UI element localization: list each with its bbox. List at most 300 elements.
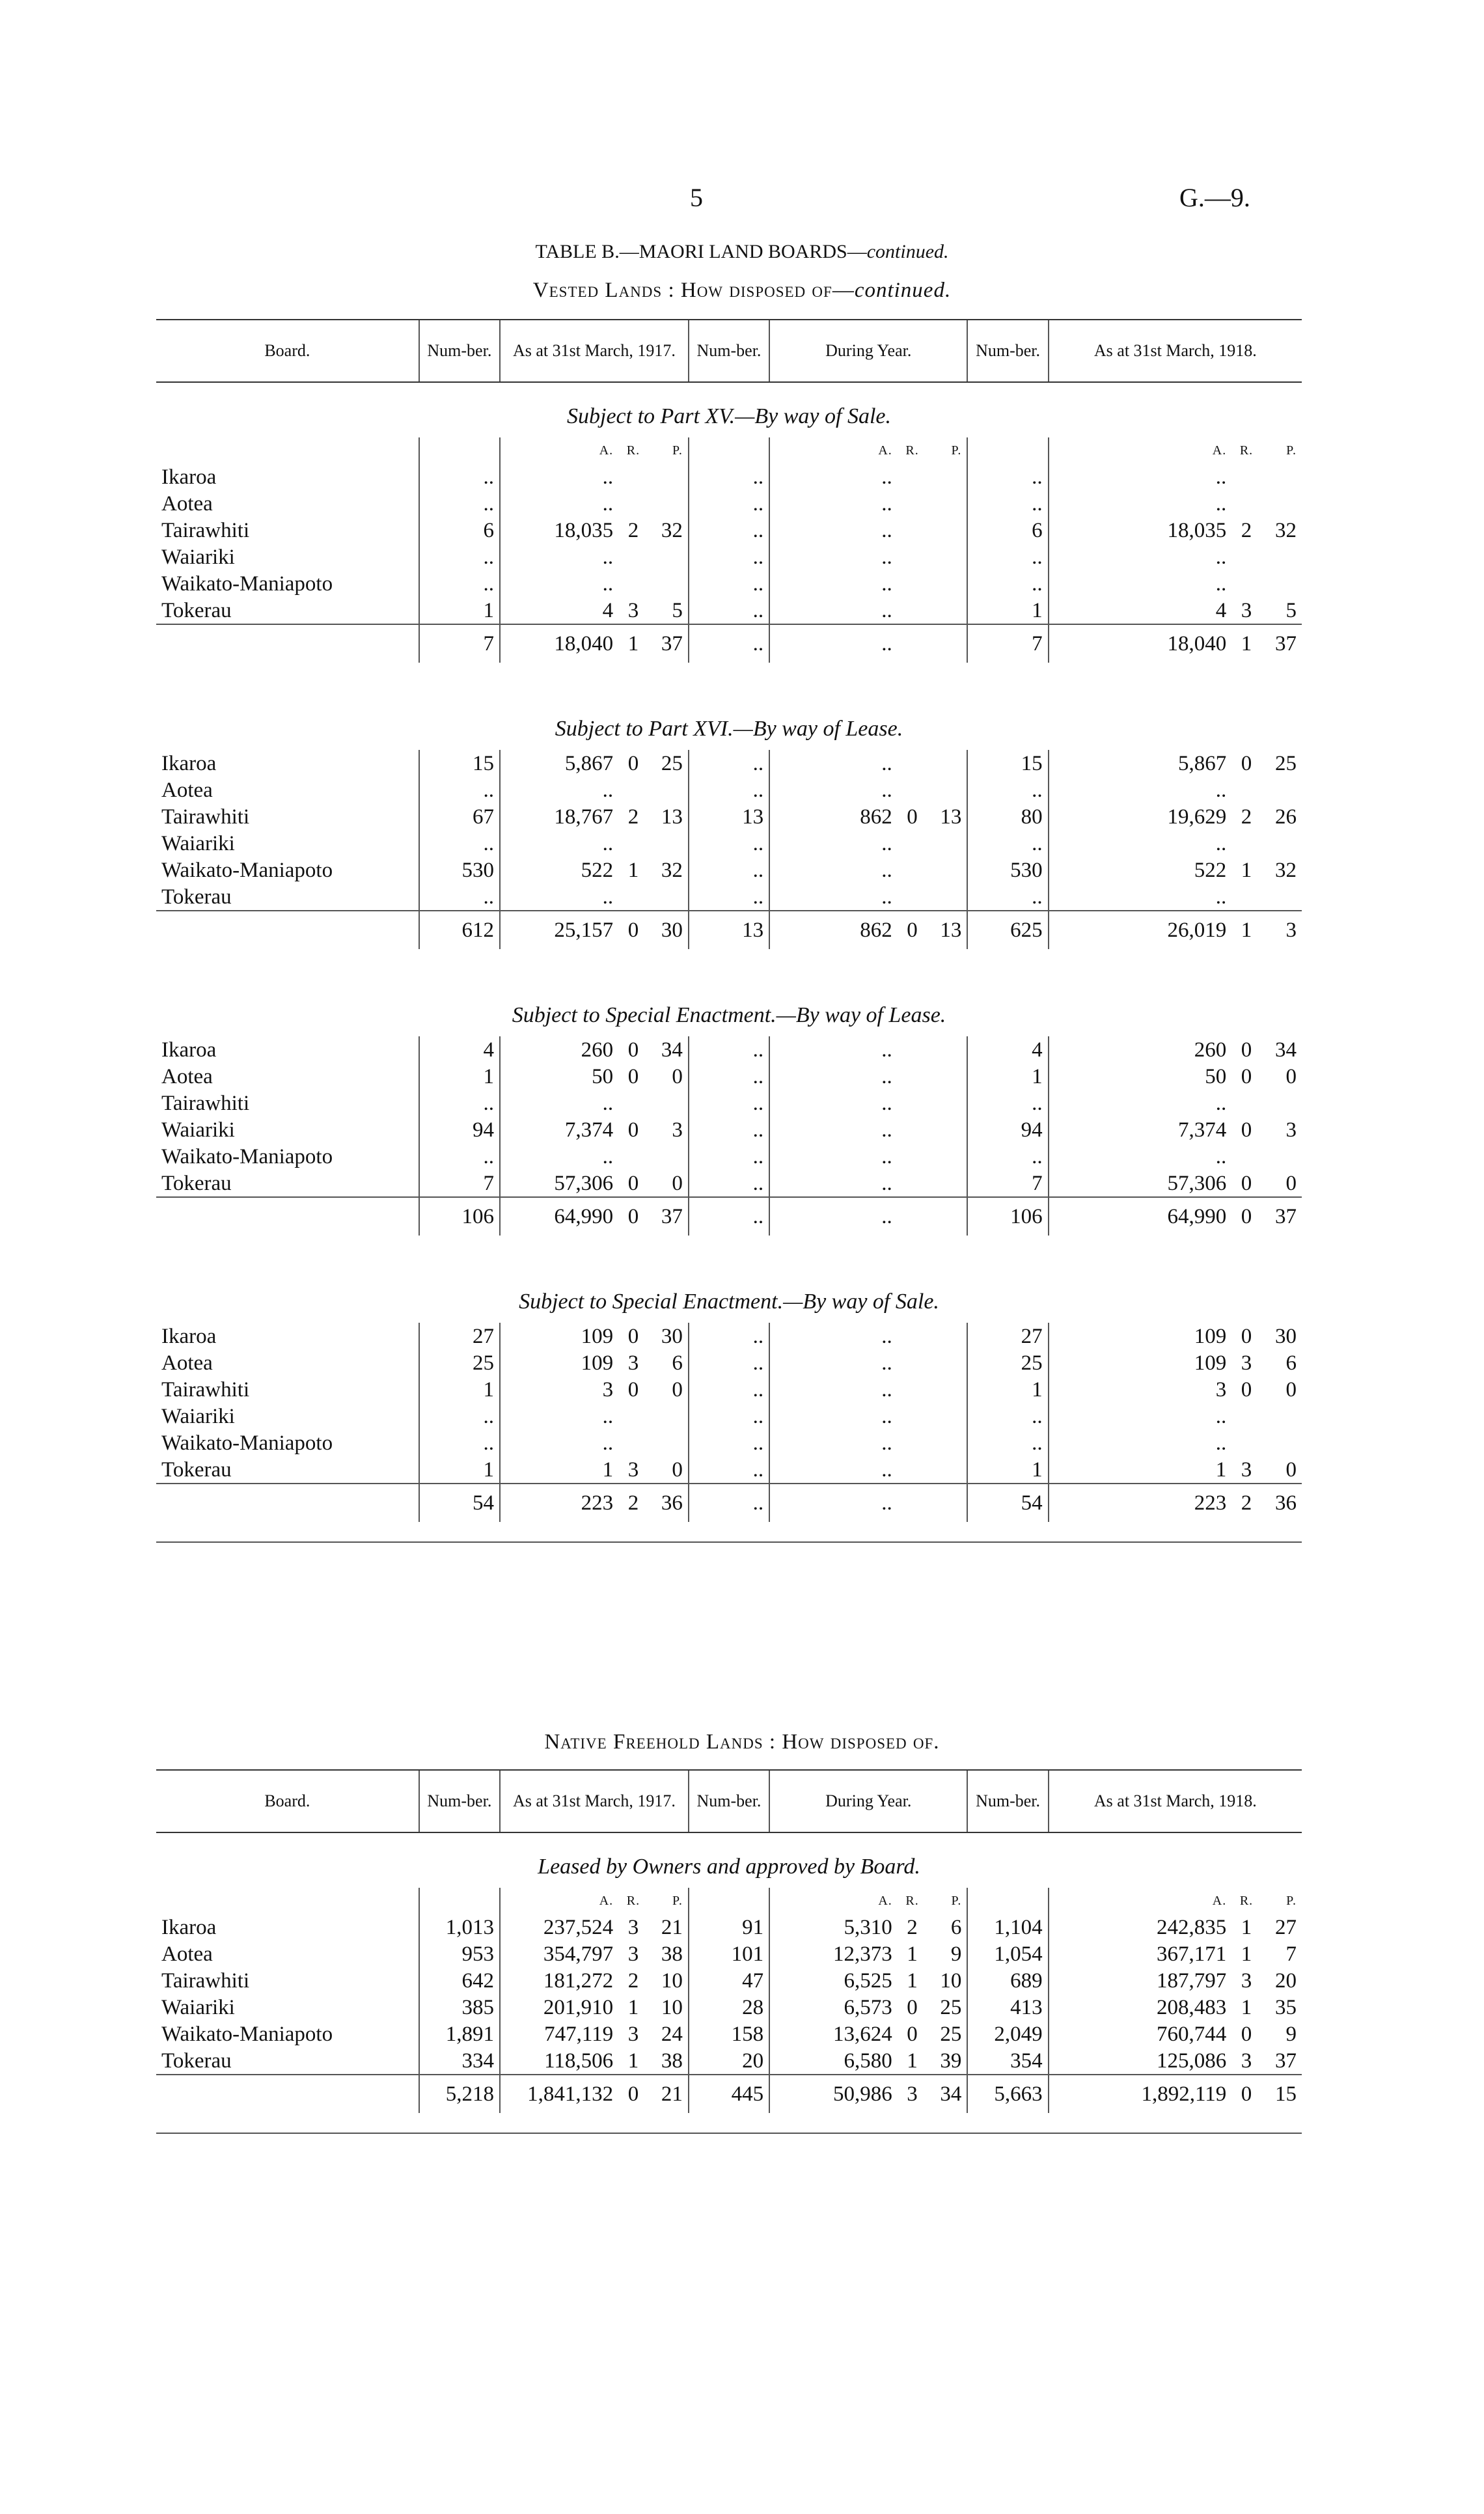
acres-1918: ..: [1049, 1143, 1232, 1170]
table-row: [156, 857, 1302, 883]
units-spacer: [967, 437, 1048, 463]
acres-1918: 64,990: [1049, 1197, 1232, 1236]
spacer: [156, 949, 1302, 982]
table-row: [156, 1994, 1302, 2021]
perches-1918: 7: [1285, 1942, 1297, 1966]
acres-1918: ..: [1049, 1403, 1232, 1430]
header-number-1917: Num-ber.: [419, 320, 500, 382]
roods-1918: 1: [1241, 858, 1252, 882]
board-name: Waiariki: [161, 1118, 235, 1142]
spacer-row: [156, 949, 1302, 982]
roods-during: 2: [907, 1915, 918, 1939]
spacer-row: [156, 1236, 1302, 1268]
acres-1918: ..: [1049, 463, 1232, 490]
page-number: 5: [690, 183, 703, 212]
roods-1917: [618, 1430, 648, 1456]
number-1918: 1: [967, 1063, 1048, 1090]
acres-during: ..: [769, 1036, 898, 1063]
roods-1917: 3: [627, 1915, 639, 1939]
table-row: [156, 1376, 1302, 1403]
roods-during: [898, 463, 928, 490]
acres-during: ..: [769, 570, 898, 597]
unit-perches: P.: [951, 1894, 962, 1908]
number-during: 91: [689, 1914, 769, 1941]
perches-1918: [1261, 777, 1302, 803]
number-1917: ..: [419, 570, 500, 597]
header-as-at-1918: As at 31st March, 1918.: [1049, 320, 1302, 382]
number-1918: 5,663: [967, 2075, 1048, 2113]
table-row: [156, 1323, 1302, 1349]
acres-during: 6,525: [769, 1967, 898, 1994]
roods-1918: 0: [1241, 1324, 1252, 1348]
unit-acres: A.: [769, 437, 898, 463]
number-1918: 54: [967, 1484, 1048, 1522]
roods-1918: 3: [1241, 1351, 1252, 1375]
acres-during: ..: [769, 883, 898, 911]
roods-during: [898, 1456, 928, 1484]
acres-1917: 5,867: [500, 750, 618, 777]
acres-1918: 1,892,119: [1049, 2075, 1232, 2113]
acres-1917: 64,990: [500, 1197, 618, 1236]
perches-1917: 30: [648, 911, 689, 949]
acres-1917: 1: [500, 1456, 618, 1484]
vested-lands-subtitle-text: Vested Lands : How disposed of—: [532, 279, 855, 302]
perches-during: [927, 777, 967, 803]
perches-during: [927, 597, 967, 624]
perches-1918: [1261, 490, 1302, 517]
perches-1918: 3: [1261, 911, 1302, 949]
perches-1917: [648, 570, 689, 597]
perches-during: [927, 883, 967, 911]
roods-1917: [618, 883, 648, 911]
roods-1917: 3: [627, 1457, 639, 1482]
acres-1918: 7,374: [1049, 1116, 1232, 1143]
acres-1918: 187,797: [1049, 1967, 1232, 1994]
header-number-1918: Num-ber.: [967, 320, 1048, 382]
acres-1918: ..: [1049, 883, 1232, 911]
unit-perches: P.: [951, 443, 962, 458]
perches-1918: 37: [1261, 624, 1302, 663]
perches-1917: 21: [648, 2075, 689, 2113]
board-name: Waikato-Maniapoto: [161, 2022, 333, 2046]
acres-1918: ..: [1049, 777, 1232, 803]
number-1917: ..: [419, 830, 500, 857]
acres-1917: ..: [500, 830, 618, 857]
roods-during: [898, 490, 928, 517]
number-1917: 7: [419, 1170, 500, 1197]
board-name: Ikaroa: [161, 465, 217, 489]
acres-1918: 18,035: [1049, 517, 1232, 544]
number-1918: 15: [967, 750, 1048, 777]
acres-1917: 3: [500, 1376, 618, 1403]
acres-1918: 109: [1049, 1323, 1232, 1349]
number-1918: ..: [967, 777, 1048, 803]
number-1917: 1: [419, 1063, 500, 1090]
roods-1917: [618, 1090, 648, 1116]
number-1917: ..: [419, 1430, 500, 1456]
acres-1918: ..: [1049, 544, 1232, 570]
perches-during: [927, 1170, 967, 1197]
board-name: Tokerau: [161, 2049, 232, 2073]
perches-1917: [648, 1403, 689, 1430]
number-during: ..: [689, 777, 769, 803]
board-name: Waikato-Maniapoto: [161, 858, 333, 882]
spacer-row: [156, 663, 1302, 695]
acres-during: ..: [769, 1116, 898, 1143]
perches-1918: [1261, 544, 1302, 570]
acres-during: ..: [769, 1456, 898, 1484]
perches-1917: 0: [672, 1171, 683, 1195]
roods-during: 0: [898, 911, 928, 949]
perches-1918: 9: [1285, 2022, 1297, 2046]
acres-1917: ..: [500, 544, 618, 570]
number-1918: 625: [967, 911, 1048, 949]
perches-during: [927, 1323, 967, 1349]
roods-1918: 1: [1241, 1995, 1252, 2019]
number-during: ..: [689, 1349, 769, 1376]
acres-1917: ..: [500, 570, 618, 597]
number-1917: 67: [419, 803, 500, 830]
roods-1918: 0: [1231, 1197, 1261, 1236]
spacer-row: [156, 1522, 1302, 1542]
roods-1918: 1: [1231, 624, 1261, 663]
number-during: ..: [689, 624, 769, 663]
number-1918: 25: [967, 1349, 1048, 1376]
acres-1917: 7,374: [500, 1116, 618, 1143]
board-name: Tairawhiti: [161, 1377, 250, 1402]
acres-during: ..: [769, 1063, 898, 1090]
roods-1917: 0: [627, 1118, 639, 1142]
table-row: [156, 1941, 1302, 1967]
board-name: Waiariki: [161, 1995, 235, 2019]
acres-during: ..: [769, 1349, 898, 1376]
number-1918: 94: [967, 1116, 1048, 1143]
perches-1917: 0: [672, 1457, 683, 1482]
number-1917: 6: [419, 517, 500, 544]
perches-1918: 27: [1275, 1915, 1297, 1939]
number-1917: 334: [419, 2047, 500, 2075]
perches-during: 13: [940, 805, 962, 829]
native-freehold-subtitle: Native Freehold Lands : How disposed of.: [544, 1730, 940, 1754]
perches-1917: [648, 463, 689, 490]
acres-1917: 1,841,132: [500, 2075, 618, 2113]
table-row: [156, 830, 1302, 857]
roods-1918: 0: [1241, 1377, 1252, 1402]
roods-1917: 3: [627, 2022, 639, 2046]
acres-during: ..: [769, 1170, 898, 1197]
perches-during: [927, 1349, 967, 1376]
perches-1917: [648, 1090, 689, 1116]
board-name: Ikaroa: [161, 1038, 217, 1062]
perches-1917: [648, 883, 689, 911]
number-1917: ..: [419, 463, 500, 490]
roods-1917: 0: [627, 1038, 639, 1062]
roods-1917: [618, 490, 648, 517]
perches-1917: 38: [661, 1942, 683, 1966]
perches-1917: 24: [661, 2022, 683, 2046]
number-1918: 80: [967, 803, 1048, 830]
perches-1918: 36: [1261, 1484, 1302, 1522]
roods-1917: [618, 463, 648, 490]
roods-1918: 1: [1241, 1942, 1252, 1966]
header-as-at-1918: As at 31st March, 1918.: [1049, 1770, 1302, 1832]
unit-roods: R.: [1239, 1894, 1254, 1908]
perches-1918: [1261, 1090, 1302, 1116]
roods-during: [898, 1197, 928, 1236]
number-1917: 530: [419, 857, 500, 883]
vested-lands-subtitle: [0, 279, 1484, 303]
roods-1917: 0: [627, 1171, 639, 1195]
perches-1918: [1261, 883, 1302, 911]
board-name: Tairawhiti: [161, 1091, 250, 1115]
roods-1918: [1231, 570, 1261, 597]
table-row: [156, 1430, 1302, 1456]
roods-during: [898, 1376, 928, 1403]
perches-1918: 0: [1285, 1064, 1297, 1088]
roods-1917: 1: [627, 1995, 639, 2019]
number-during: ..: [689, 490, 769, 517]
number-1917: ..: [419, 490, 500, 517]
number-during: ..: [689, 830, 769, 857]
roods-1917: 1: [627, 2049, 639, 2073]
perches-during: [927, 624, 967, 663]
acres-1917: 237,524: [500, 1914, 618, 1941]
perches-1917: 0: [672, 1377, 683, 1402]
roods-during: [898, 624, 928, 663]
perches-1918: [1261, 570, 1302, 597]
acres-during: ..: [769, 1090, 898, 1116]
perches-during: 13: [927, 911, 967, 949]
roods-during: [898, 857, 928, 883]
number-during: ..: [689, 1090, 769, 1116]
roods-1918: 2: [1241, 805, 1252, 829]
number-1917: 642: [419, 1967, 500, 1994]
total-row: [156, 1197, 1302, 1236]
roods-1917: [618, 1403, 648, 1430]
acres-during: ..: [769, 1323, 898, 1349]
perches-during: [927, 750, 967, 777]
perches-1917: 38: [661, 2049, 683, 2073]
roods-1917: 1: [627, 858, 639, 882]
table-row: [156, 777, 1302, 803]
roods-during: [898, 1116, 928, 1143]
acres-1918: 522: [1049, 857, 1232, 883]
document-reference: G.—9.: [1179, 183, 1250, 212]
perches-during: 9: [950, 1942, 962, 1966]
board-name: Tokerau: [161, 598, 232, 622]
board-name: Tokerau: [161, 1457, 232, 1482]
number-during: ..: [689, 1403, 769, 1430]
perches-1918: 0: [1285, 1457, 1297, 1482]
number-1918: 27: [967, 1323, 1048, 1349]
acres-1917: 354,797: [500, 1941, 618, 1967]
table-b-title-text: TABLE B.—MAORI LAND BOARDS—: [535, 241, 867, 262]
table-row: [156, 2047, 1302, 2075]
roods-during: [898, 1349, 928, 1376]
acres-during: ..: [769, 830, 898, 857]
acres-1917: 181,272: [500, 1967, 618, 1994]
perches-1918: [1261, 1403, 1302, 1430]
perches-1917: 0: [672, 1064, 683, 1088]
acres-during: ..: [769, 1376, 898, 1403]
number-1917: 1,891: [419, 2021, 500, 2047]
header-as-at-1917: As at 31st March, 1917.: [500, 1770, 689, 1832]
roods-1917: [618, 544, 648, 570]
unit-perches: P.: [1286, 443, 1297, 458]
roods-1918: [1231, 1143, 1261, 1170]
units-spacer: [967, 1888, 1048, 1914]
vested-lands-table: [156, 319, 1302, 1543]
roods-1917: 0: [627, 1064, 639, 1088]
acres-1918: 4: [1049, 597, 1232, 624]
table-row: [156, 570, 1302, 597]
perches-1917: [648, 490, 689, 517]
board-name: Tairawhiti: [161, 1968, 250, 1993]
table-row: [156, 1143, 1302, 1170]
number-1918: 1,054: [967, 1941, 1048, 1967]
acres-during: 13,624: [769, 2021, 898, 2047]
roods-1917: 3: [627, 1942, 639, 1966]
acres-1917: 109: [500, 1349, 618, 1376]
perches-during: [927, 1430, 967, 1456]
unit-roods: R.: [905, 1894, 919, 1908]
perches-1918: 32: [1275, 518, 1297, 542]
freehold-header-row: [156, 1770, 1302, 1832]
table-row: [156, 597, 1302, 624]
board-name: Waiariki: [161, 831, 235, 855]
number-during: 13: [689, 911, 769, 949]
spacer-row: [156, 2113, 1302, 2133]
table-row: [156, 1967, 1302, 1994]
acres-1917: 57,306: [500, 1170, 618, 1197]
acres-during: ..: [769, 750, 898, 777]
acres-during: ..: [769, 1430, 898, 1456]
unit-roods: R.: [626, 443, 640, 458]
roods-1918: 3: [1241, 2049, 1252, 2073]
number-1918: ..: [967, 1430, 1048, 1456]
total-label: [156, 1197, 419, 1236]
perches-during: [927, 544, 967, 570]
perches-1917: 10: [661, 1995, 683, 2019]
number-1917: ..: [419, 544, 500, 570]
table-row: [156, 1063, 1302, 1090]
acres-1918: 223: [1049, 1484, 1232, 1522]
roods-during: [898, 1143, 928, 1170]
roods-1918: 0: [1241, 2022, 1252, 2046]
total-row: [156, 2075, 1302, 2113]
roods-1917: 3: [627, 1351, 639, 1375]
roods-1918: 0: [1241, 751, 1252, 775]
perches-1917: 36: [648, 1484, 689, 1522]
roods-1918: [1231, 830, 1261, 857]
table-row: [156, 1349, 1302, 1376]
acres-1917: 201,910: [500, 1994, 618, 2021]
roods-1917: [618, 570, 648, 597]
roods-1917: 2: [627, 805, 639, 829]
section-heading-row: [156, 695, 1302, 750]
unit-acres: A.: [769, 1888, 898, 1914]
board-name: Aotea: [161, 778, 213, 802]
board-name: Waikato-Maniapoto: [161, 1431, 333, 1455]
number-1917: 94: [419, 1116, 500, 1143]
table-row: [156, 544, 1302, 570]
number-1917: ..: [419, 883, 500, 911]
board-name: Tokerau: [161, 1171, 232, 1195]
number-1918: ..: [967, 1143, 1048, 1170]
number-1918: 413: [967, 1994, 1048, 2021]
roods-1918: 1: [1231, 911, 1261, 949]
roods-during: 1: [907, 2049, 918, 2073]
section-heading: Subject to Part XVI.—By way of Lease.: [555, 717, 903, 741]
number-1918: ..: [967, 463, 1048, 490]
roods-1918: [1231, 883, 1261, 911]
acres-1917: ..: [500, 1090, 618, 1116]
board-name: Tairawhiti: [161, 518, 250, 542]
unit-roods: R.: [1239, 443, 1254, 458]
units-spacer: [156, 1888, 419, 1914]
number-1918: 1: [967, 1456, 1048, 1484]
acres-1918: 208,483: [1049, 1994, 1232, 2021]
section-heading: Subject to Special Enactment.—By way of Lease.: [512, 1003, 946, 1027]
perches-1917: [648, 777, 689, 803]
number-1918: 2,049: [967, 2021, 1048, 2047]
perches-1917: 32: [661, 858, 683, 882]
total-label: [156, 1484, 419, 1522]
number-during: ..: [689, 517, 769, 544]
acres-during: ..: [769, 1143, 898, 1170]
table-row: [156, 803, 1302, 830]
number-1917: ..: [419, 1143, 500, 1170]
vested-lands-subtitle-continued: continued.: [854, 279, 952, 302]
perches-1917: 21: [661, 1915, 683, 1939]
perches-during: 6: [950, 1915, 962, 1939]
perches-during: 25: [940, 1995, 962, 2019]
roods-1917: 0: [627, 751, 639, 775]
perches-1918: 37: [1275, 2049, 1297, 2073]
acres-1918: 760,744: [1049, 2021, 1232, 2047]
number-1917: 385: [419, 1994, 500, 2021]
board-name: Ikaroa: [161, 1915, 217, 1939]
perches-during: [927, 463, 967, 490]
table-row: [156, 1170, 1302, 1197]
roods-1918: 0: [1241, 1171, 1252, 1195]
acres-1918: ..: [1049, 830, 1232, 857]
roods-1918: 2: [1231, 1484, 1261, 1522]
header-number-1918: Num-ber.: [967, 1770, 1048, 1832]
roods-during: 0: [907, 805, 918, 829]
number-1918: ..: [967, 544, 1048, 570]
number-1918: 106: [967, 1197, 1048, 1236]
table-row: [156, 750, 1302, 777]
acres-1917: ..: [500, 490, 618, 517]
number-1917: 612: [419, 911, 500, 949]
perches-during: 10: [940, 1968, 962, 1993]
number-1917: 1: [419, 1456, 500, 1484]
section-heading: Subject to Part XV.—By way of Sale.: [567, 404, 891, 428]
number-during: ..: [689, 1036, 769, 1063]
acres-during: ..: [769, 1484, 898, 1522]
number-during: ..: [689, 544, 769, 570]
roods-during: [898, 517, 928, 544]
roods-1917: 0: [618, 911, 648, 949]
roods-1917: 0: [618, 1197, 648, 1236]
roods-1918: [1231, 777, 1261, 803]
spacer: [156, 663, 1302, 695]
number-during: ..: [689, 597, 769, 624]
perches-1918: 20: [1275, 1968, 1297, 1993]
roods-during: [898, 1170, 928, 1197]
number-during: ..: [689, 570, 769, 597]
